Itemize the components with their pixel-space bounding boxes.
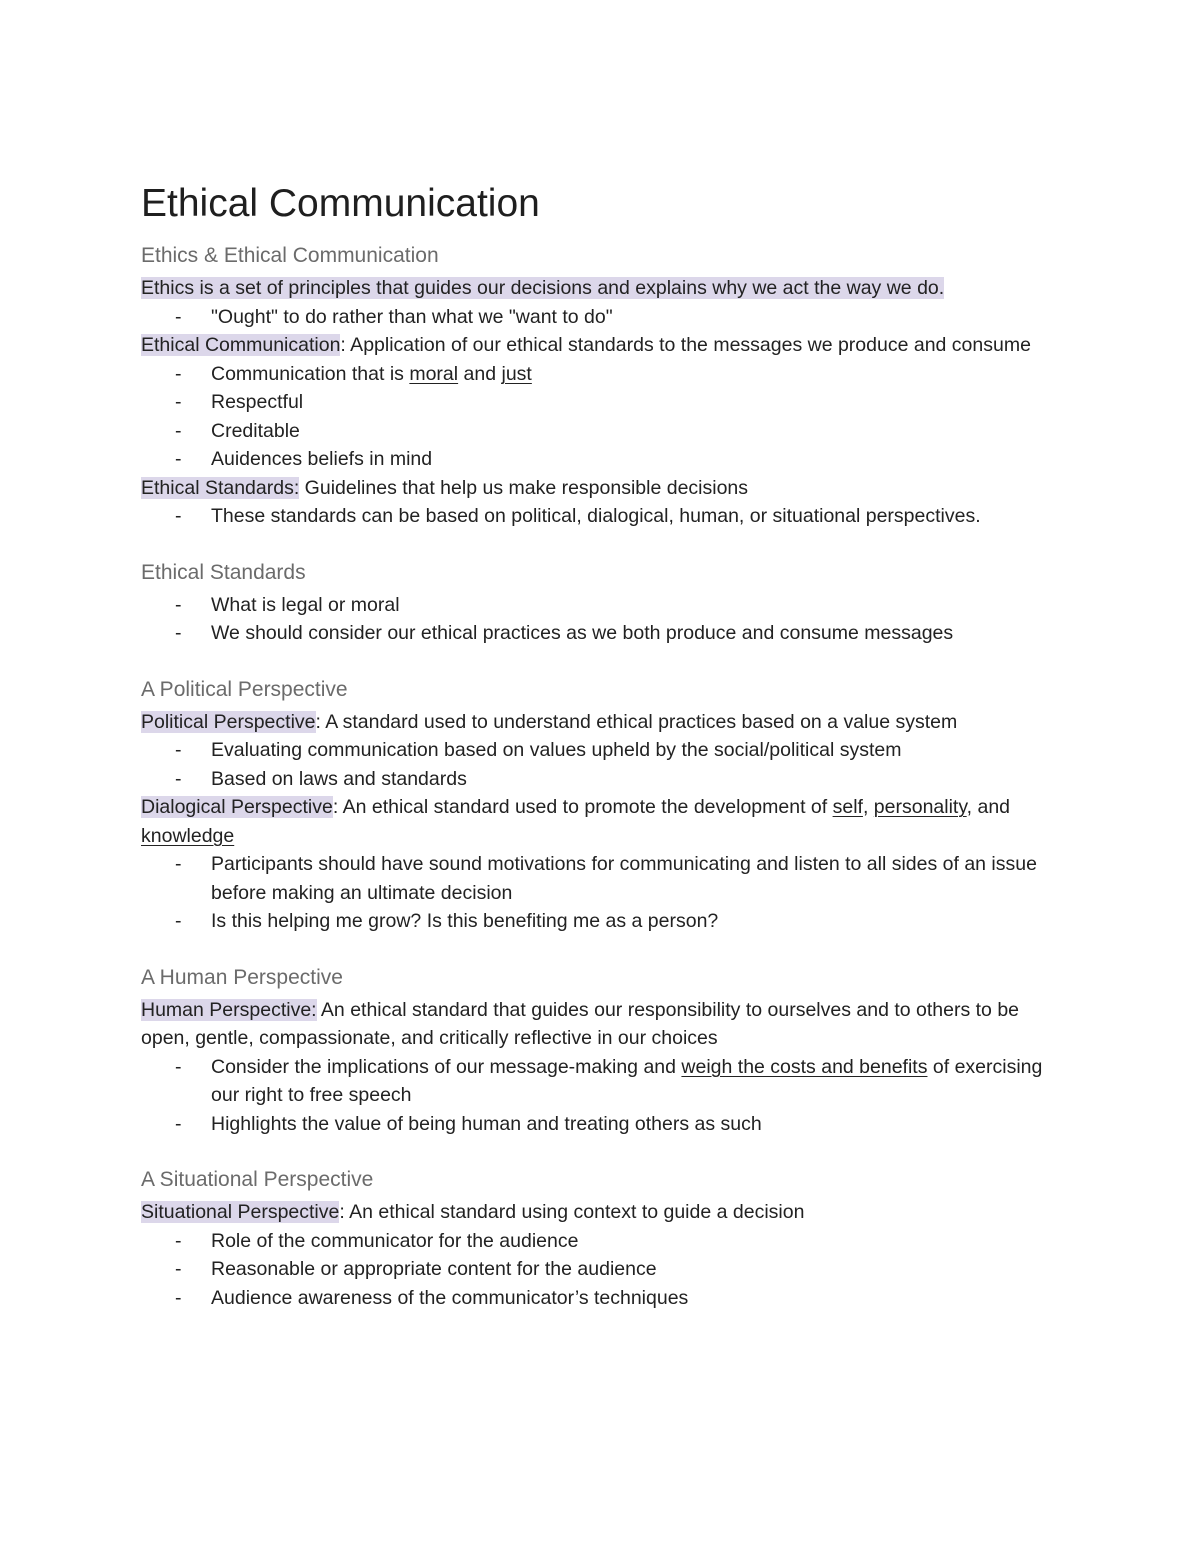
dialogical-perspective-bullets xyxy=(141,850,1071,936)
list-item-text: of exercising our right to free speech xyxy=(211,1055,1043,1106)
list-item: - Highlights the value of being human and treating others as such xyxy=(141,1110,1071,1139)
underlined-personality: personality xyxy=(873,796,967,818)
section-heading-ethics: Ethics & Ethical Communication xyxy=(141,244,439,267)
list-item-text: Communication that is xyxy=(211,362,410,385)
section-spacer xyxy=(141,1138,1071,1166)
list-item xyxy=(141,1053,1071,1110)
list-item: - Reasonable or appropriate content for the audience xyxy=(141,1255,1071,1284)
human-perspective-bullets xyxy=(141,1053,1071,1139)
term-human-perspective: Human Perspective: xyxy=(141,998,317,1021)
list-item: - These standards can be based on political, dialogical, human, or situational perspectives. xyxy=(141,502,1071,531)
section-spacer xyxy=(141,648,1071,676)
ethics-definition xyxy=(141,274,1071,303)
list-item: - Role of the communicator for the audience xyxy=(141,1227,1071,1256)
political-perspective-bullets xyxy=(141,736,1071,793)
section-heading-situational: A Situational Perspective xyxy=(141,1168,374,1191)
list-item: - "Ought" to do rather than what we "want to do" xyxy=(141,303,1071,332)
list-item: - Auidences beliefs in mind xyxy=(141,445,1071,474)
section-spacer xyxy=(141,936,1071,964)
definition-text: An ethical standard that guides our responsibility to ourselves and to others to be open, gentle, compassionate, and critically reflective in our choices xyxy=(141,998,1020,1049)
situational-perspective-definition xyxy=(141,1198,1071,1227)
term-dialogical-perspective: Dialogical Perspective xyxy=(141,796,333,818)
definition-text: : Application of our ethical standards to the messages we produce and consume xyxy=(340,334,1031,356)
underlined-moral: moral xyxy=(409,362,459,385)
underlined-weigh-costs-benefits: weigh the costs and benefits xyxy=(681,1055,928,1078)
ethical-communication-definition xyxy=(141,331,1071,360)
ethical-standards-list xyxy=(141,591,1071,648)
term-situational-perspective: Situational Perspective xyxy=(141,1201,340,1223)
list-item: - Is this helping me grow? Is this benefiting me as a person? xyxy=(141,907,1071,936)
definition-text: : An ethical standard used to promote the development of xyxy=(332,796,833,818)
political-perspective-definition xyxy=(141,708,1071,737)
document-content xyxy=(141,178,1071,1312)
list-item-text: and xyxy=(458,362,502,385)
ethics-definition-highlight: Ethics is a set of principles that guides our decisions and explains why we act the way we do. xyxy=(141,277,945,299)
dialogical-perspective-definition xyxy=(141,793,1071,850)
list-item xyxy=(141,360,1071,389)
ethical-communication-bullets xyxy=(141,360,1071,474)
list-item: - Participants should have sound motivations for communicating and listen to all sides of an issue before making an ultimate decision xyxy=(141,850,1071,907)
section-heading-human: A Human Perspective xyxy=(141,965,343,989)
list-item-text: Consider the implications of our message-making and xyxy=(211,1055,682,1078)
definition-text: , xyxy=(862,796,874,818)
section-spacer xyxy=(141,531,1071,559)
underlined-knowledge: knowledge xyxy=(141,824,235,847)
definition-text: : An ethical standard using context to guide a decision xyxy=(339,1201,805,1223)
list-item: - Audience awareness of the communicator’s techniques xyxy=(141,1284,1071,1313)
definition-text: Guidelines that help us make responsible decisions xyxy=(299,476,749,499)
ethical-standards-definition xyxy=(141,474,1071,503)
list-item: - What is legal or moral xyxy=(141,591,1071,620)
underlined-self: self xyxy=(832,796,863,818)
section-heading-political: A Political Perspective xyxy=(141,677,348,701)
underlined-just: just xyxy=(501,362,532,385)
list-item: - Evaluating communication based on values upheld by the social/political system xyxy=(141,736,1071,765)
ethics-bullets xyxy=(141,303,1071,332)
term-ethical-communication: Ethical Communication xyxy=(141,334,341,356)
list-item: - Respectful xyxy=(141,388,1071,417)
situational-perspective-bullets xyxy=(141,1227,1071,1313)
human-perspective-definition xyxy=(141,996,1071,1053)
term-ethical-standards: Ethical Standards: xyxy=(141,476,300,499)
list-item: - Based on laws and standards xyxy=(141,765,1071,794)
list-item: - Creditable xyxy=(141,417,1071,446)
list-item: - We should consider our ethical practices as we both produce and consume messages xyxy=(141,619,1071,648)
page-title: Ethical Communication xyxy=(141,182,540,225)
definition-text: : A standard used to understand ethical practices based on a value system xyxy=(315,710,958,733)
section-heading-ethical-standards: Ethical Standards xyxy=(141,560,306,584)
term-political-perspective: Political Perspective xyxy=(141,710,316,733)
definition-text: , and xyxy=(966,796,1011,818)
ethical-standards-bullets xyxy=(141,502,1071,531)
